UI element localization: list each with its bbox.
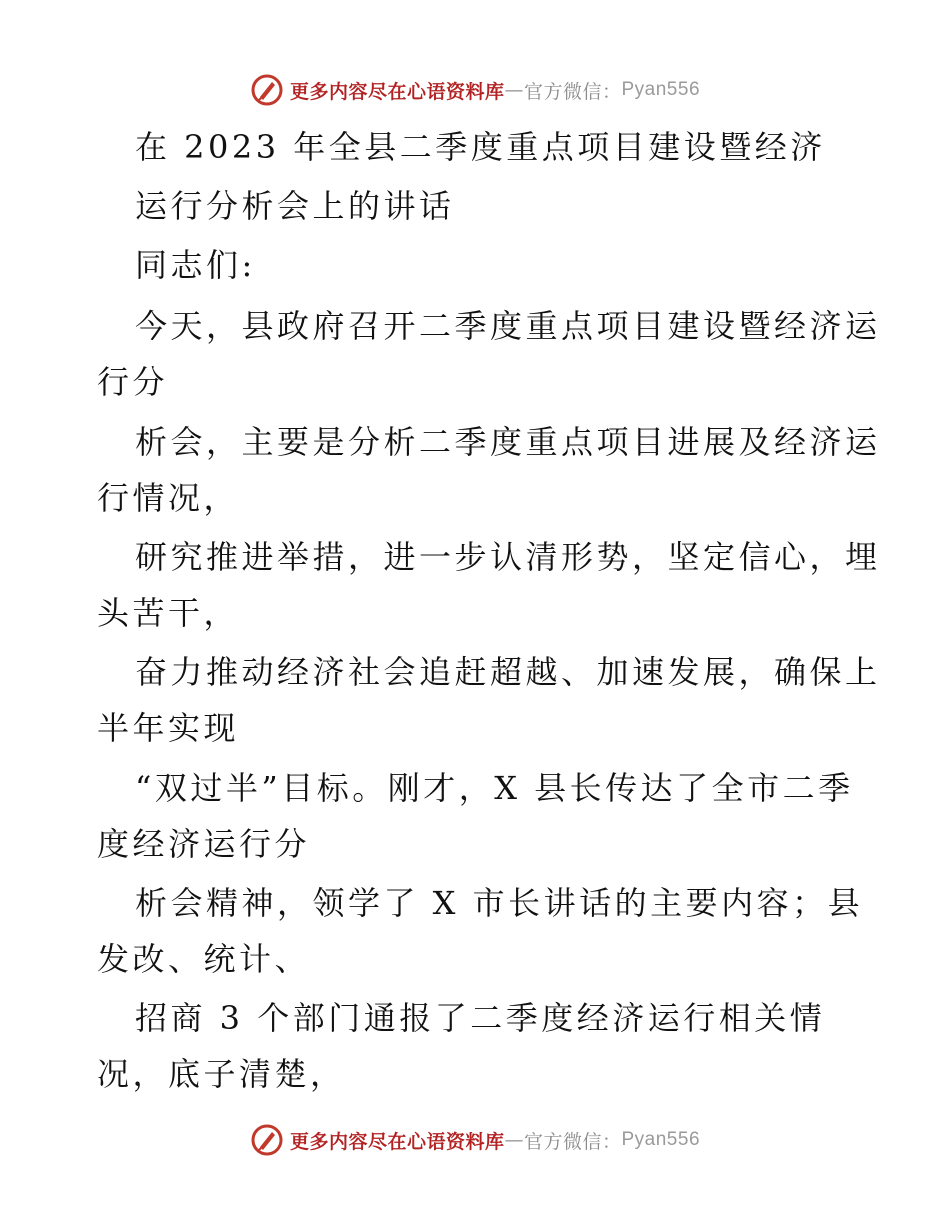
paragraph-line: 度经济运行分 bbox=[97, 825, 311, 863]
salutation: 同志们: bbox=[135, 246, 256, 284]
watermark-sub-text: 官方微信： bbox=[523, 80, 622, 103]
paragraph-line: 奋力推动经济社会追赶超越、加速发展，确保上 bbox=[135, 653, 881, 691]
paragraph-line: 析会精神，领学了 X 市长讲话的主要内容；县 bbox=[135, 884, 864, 922]
paragraph-line: 行分 bbox=[97, 363, 169, 401]
document-title-line-2: 运行分析会上的讲话 bbox=[135, 187, 455, 225]
document-title-line-1: 在 2023 年全县二季度重点项目建设暨经济 bbox=[135, 128, 826, 166]
paragraph-line: 况，底子清楚， bbox=[97, 1055, 346, 1093]
footer-watermark bbox=[0, 1120, 950, 1160]
paragraph-line: 行情况， bbox=[97, 479, 240, 517]
paragraph-line: 析会，主要是分析二季度重点项目进展及经济运 bbox=[135, 423, 881, 461]
paragraph-line: 头苦干， bbox=[97, 594, 240, 632]
paragraph-line: 发改、统计、 bbox=[97, 940, 311, 978]
watermark-wechat-id: Pyan556 bbox=[621, 79, 701, 100]
watermark-dash: — bbox=[504, 1129, 524, 1151]
watermark-dash: — bbox=[504, 79, 524, 101]
watermark-wechat-id: Pyan556 bbox=[621, 1129, 701, 1150]
paragraph-line: 今天，县政府召开二季度重点项目建设暨经济运 bbox=[135, 307, 881, 345]
watermark-main-text: 更多内容尽在心语资料库 bbox=[289, 80, 505, 103]
paragraph-line: 半年实现 bbox=[97, 709, 240, 747]
watermark-sub-text: 官方微信： bbox=[523, 1130, 622, 1153]
watermark-main-text: 更多内容尽在心语资料库 bbox=[289, 1130, 505, 1153]
paragraph-line: 研究推进举措，进一步认清形势，坚定信心，埋 bbox=[135, 538, 881, 576]
paragraph-line: “双过半”目标。刚才，X 县长传达了全市二季 bbox=[135, 769, 854, 807]
paragraph-line: 招商 3 个部门通报了二季度经济运行相关情 bbox=[135, 999, 826, 1037]
quill-logo-icon bbox=[250, 1123, 284, 1157]
header-watermark bbox=[0, 70, 950, 110]
quill-logo-icon bbox=[250, 73, 284, 107]
